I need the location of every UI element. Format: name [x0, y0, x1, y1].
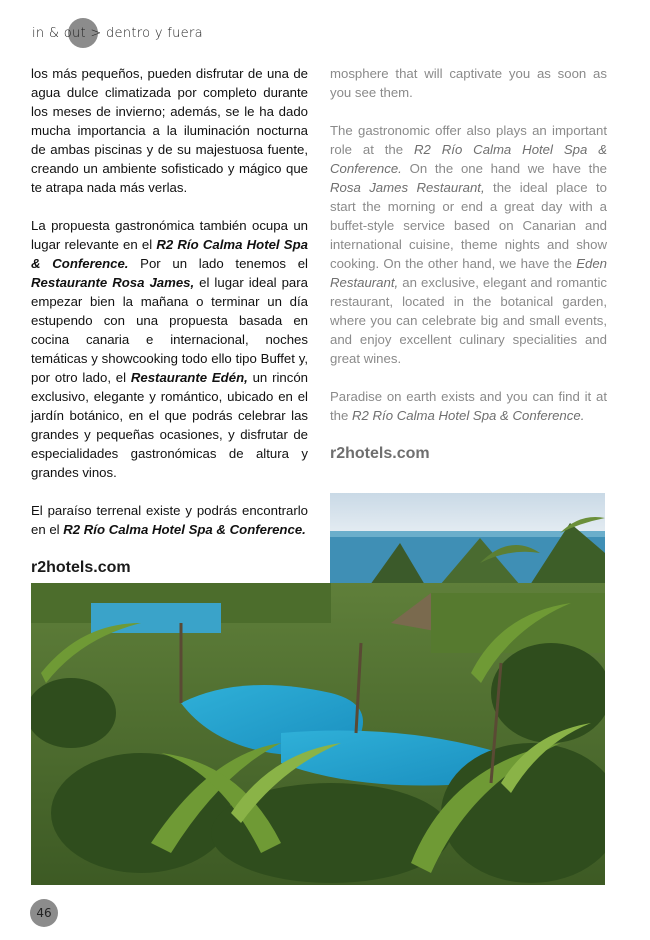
restaurant-name: Rosa James Restaurant,	[330, 180, 485, 195]
restaurant-name: Restaurante Rosa James,	[31, 275, 195, 290]
spanish-column	[31, 64, 308, 578]
website-link[interactable]: r2hotels.com	[330, 445, 430, 462]
paragraph: Paradise on earth exists and you can find it at the R2 Río Calma Hotel Spa & Conference.	[330, 389, 607, 423]
resort-photo	[31, 583, 605, 885]
paragraph: El paraíso terrenal existe y podrás encontrarlo en el R2 Río Calma Hotel Spa & Conference.	[31, 503, 308, 537]
paragraph: La propuesta gastronómica también ocupa un lugar relevante en el R2 Río Calma Hotel Spa & Conference. Por un lado tenemos el Restaurante Rosa James, el lugar ideal para empezar bien la mañana o terminar un día estupendo con una propuesta basada en cocina canaria e internacional, noches temáticas y showcooking todo ello tipo Buffet y, por otro lado, el Restaurante Edén, un rincón exclusivo, elegante y romántico, ubicado en el jardín botánico, en el que podrás celebrar las grandes y pequeñas ocasiones, y disfrutar de especialidades gastronómicas de altura y grandes vinos.	[31, 218, 308, 480]
website-link[interactable]: r2hotels.com	[31, 559, 131, 576]
hotel-name: R2 Río Calma Hotel Spa & Conference.	[31, 237, 308, 271]
hotel-name: R2 Río Calma Hotel Spa & Conference.	[330, 142, 607, 176]
section-header	[32, 22, 203, 46]
section-title: in & out > dentro y fuera	[32, 26, 203, 41]
paragraph: The gastronomic offer also plays an important role at the R2 Río Calma Hotel Spa & Conference. On the one hand we have the Rosa James Restaurant, the ideal place to start the morning or end a great day with a buffet-style service based on Canarian and international cuisine, theme nights and show cooking. On the other hand, we have the Eden Restaurant, an exclusive, elegant and romantic restaurant, located in the botanical garden, where you can celebrate big and small events, and enjoy excellent culinary specialities and great wines.	[330, 123, 607, 366]
paragraph: los más pequeños, pueden disfrutar de una de agua dulce climatizada por completo durante los meses de invierno; además, se le ha dado mucha importancia a la iluminación nocturna de ambas piscinas y de su majestuosa fuente, creando un ambiente sofisticado y mágico que te atrapa nada más verlas.	[31, 66, 308, 195]
english-column	[330, 64, 607, 464]
paragraph: mosphere that will captivate you as soon as you see them.	[330, 66, 607, 100]
restaurant-name: Eden Restaurant,	[330, 256, 607, 290]
hotel-name: R2 Río Calma Hotel Spa & Conference.	[63, 522, 306, 537]
resort-photo-top	[330, 493, 605, 585]
restaurant-name: Restaurante Edén,	[130, 370, 248, 385]
page-number: 46	[30, 899, 58, 927]
hotel-name: R2 Río Calma Hotel Spa & Conference.	[352, 408, 585, 423]
